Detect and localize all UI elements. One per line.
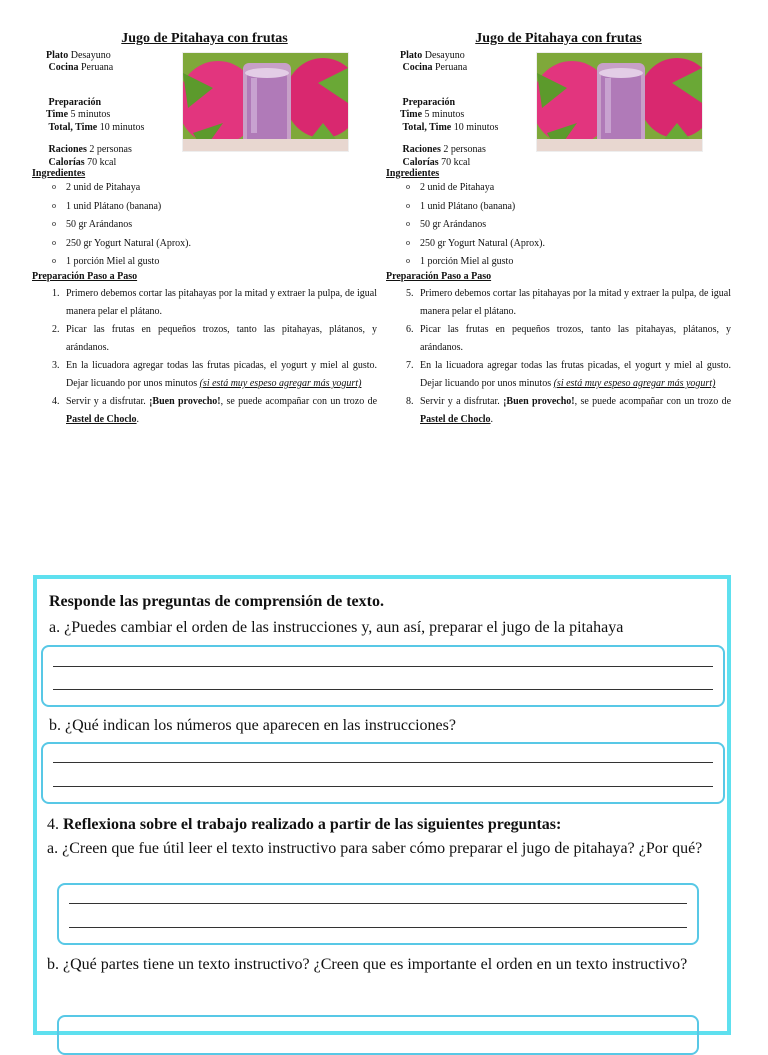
- step-number: 1.: [52, 288, 60, 299]
- step-item: 1. Primero debemos cortar las pitahayas por la mitad y extraer la pulpa, de igual manera pelar el plátano.: [66, 285, 377, 321]
- reflect-heading: 4. Reflexiona sobre el trabajo realizado a partir de las siguientes preguntas:: [47, 816, 562, 833]
- step-item: 7. En la licuadora agregar todas las frutas picadas, el yogurt y miel al gusto. Dejar licuando por unos minutos (si está muy espeso agregar más yogurt): [420, 357, 731, 393]
- step-item: 8. Servir y a disfrutar. ¡Buen provecho!, se puede acompañar con un trozo de Pastel de Choclo.: [420, 393, 731, 429]
- answer-box-reflect-a[interactable]: [57, 883, 699, 945]
- list-item: o 250 gr Yogurt Natural (Aprox).: [66, 238, 377, 251]
- list-item: o 1 porción Miel al gusto: [420, 256, 731, 269]
- total-time-label: Total, Time: [402, 121, 452, 133]
- step-number: 7.: [406, 360, 414, 371]
- step-number: 4.: [52, 396, 60, 407]
- plato-label: Plato: [46, 49, 69, 61]
- ingredients-title: Ingredientes: [32, 167, 86, 179]
- plato-value: Desayuno: [424, 49, 465, 61]
- step-number: 8.: [406, 396, 414, 407]
- step-number: 2.: [52, 324, 60, 335]
- raciones-value: 2 personas: [443, 144, 486, 155]
- pastel-de-choclo-link[interactable]: Pastel de Choclo: [66, 414, 137, 425]
- questions-heading: Responde las preguntas de comprensión de texto.: [49, 593, 384, 610]
- answer-box-b[interactable]: [41, 742, 725, 804]
- time-value: 5 minutos: [424, 109, 465, 120]
- reflect-question-b: b. ¿Qué partes tiene un texto instructivo? ¿Creen que es importante el orden en un texto instructivo?: [47, 956, 688, 973]
- recipe-meta: [400, 50, 540, 170]
- time-label: Time: [46, 109, 69, 120]
- preparacion-label: Preparación: [48, 96, 102, 108]
- recipe-title: Jugo de Pitahaya con frutas: [475, 31, 642, 46]
- list-item: o 1 unid Plátano (banana): [66, 201, 377, 214]
- steps-list: [32, 285, 377, 429]
- answer-line: [53, 786, 713, 787]
- pastel-de-choclo-link[interactable]: Pastel de Choclo: [420, 414, 491, 425]
- calorias-label: Calorías: [402, 156, 439, 168]
- list-item: o 2 unid de Pitahaya: [66, 182, 377, 195]
- answer-line: [69, 903, 687, 904]
- list-item: o 50 gr Arándanos: [420, 219, 731, 232]
- list-item: o 50 gr Arándanos: [66, 219, 377, 232]
- pitahaya-juice-photo: [182, 52, 349, 152]
- raciones-label: Raciones: [48, 144, 87, 155]
- raciones-label: Raciones: [402, 144, 441, 155]
- ingredients-list: [386, 182, 731, 269]
- calorias-value: 70 kcal: [441, 156, 471, 168]
- recipe-card-left: [32, 30, 377, 429]
- question-b: b. ¿Qué indican los números que aparecen en las instrucciones?: [49, 717, 456, 734]
- questions-box: [33, 575, 731, 1035]
- step-item: 5. Primero debemos cortar las pitahayas por la mitad y extraer la pulpa, de igual manera pelar el plátano.: [420, 285, 731, 321]
- plato-label: Plato: [400, 49, 423, 61]
- recipe-title: Jugo de Pitahaya con frutas: [121, 31, 288, 46]
- answer-line: [53, 689, 713, 690]
- cocina-value: Peruana: [435, 62, 468, 73]
- step-number: 6.: [406, 324, 414, 335]
- steps-title: Preparación Paso a Paso: [32, 270, 138, 282]
- step-item: 6. Picar las frutas en pequeños trozos, tanto las pitahayas, plátanos, y arándanos.: [420, 321, 731, 357]
- cocina-label: Cocina: [402, 62, 433, 73]
- step-item: 3. En la licuadora agregar todas las frutas picadas, el yogurt y miel al gusto. Dejar licuando por unos minutos (si está muy espeso agregar más yogurt): [66, 357, 377, 393]
- time-label: Time: [400, 109, 423, 120]
- total-time-value: 10 minutos: [99, 121, 145, 133]
- answer-box-a[interactable]: [41, 645, 725, 707]
- preparacion-label: Preparación: [402, 96, 456, 108]
- answer-line: [53, 666, 713, 667]
- total-time-value: 10 minutos: [453, 121, 499, 133]
- recipe-card-right: [386, 30, 731, 429]
- cocina-value: Peruana: [81, 62, 114, 73]
- answer-box-reflect-b[interactable]: [57, 1015, 699, 1055]
- raciones-value: 2 personas: [89, 144, 132, 155]
- question-a: a. ¿Puedes cambiar el orden de las instrucciones y, aun así, preparar el jugo de la pitahaya: [49, 619, 624, 636]
- total-time-label: Total, Time: [48, 121, 98, 133]
- recipe-meta: [46, 50, 186, 170]
- step-number: 5.: [406, 288, 414, 299]
- steps-title: Preparación Paso a Paso: [386, 270, 492, 282]
- step-item: 4. Servir y a disfrutar. ¡Buen provecho!, se puede acompañar con un trozo de Pastel de Choclo.: [66, 393, 377, 429]
- calorias-label: Calorías: [48, 156, 85, 168]
- answer-line: [53, 762, 713, 763]
- ingredients-title: Ingredientes: [386, 167, 440, 179]
- pitahaya-juice-photo: [536, 52, 703, 152]
- steps-list: [386, 285, 731, 429]
- calorias-value: 70 kcal: [87, 156, 117, 168]
- time-value: 5 minutos: [70, 109, 111, 120]
- list-item: o 1 unid Plátano (banana): [420, 201, 731, 214]
- list-item: o 1 porción Miel al gusto: [66, 256, 377, 269]
- list-item: o 250 gr Yogurt Natural (Aprox).: [420, 238, 731, 251]
- ingredients-list: [32, 182, 377, 269]
- plato-value: Desayuno: [70, 49, 111, 61]
- reflect-question-a: a. ¿Creen que fue útil leer el texto instructivo para saber cómo preparar el jugo de pitahaya? ¿Por qué?: [47, 840, 703, 857]
- step-item: 2. Picar las frutas en pequeños trozos, tanto las pitahayas, plátanos, y arándanos.: [66, 321, 377, 357]
- step-number: 3.: [52, 360, 60, 371]
- list-item: o 2 unid de Pitahaya: [420, 182, 731, 195]
- answer-line: [69, 927, 687, 928]
- cocina-label: Cocina: [48, 62, 79, 73]
